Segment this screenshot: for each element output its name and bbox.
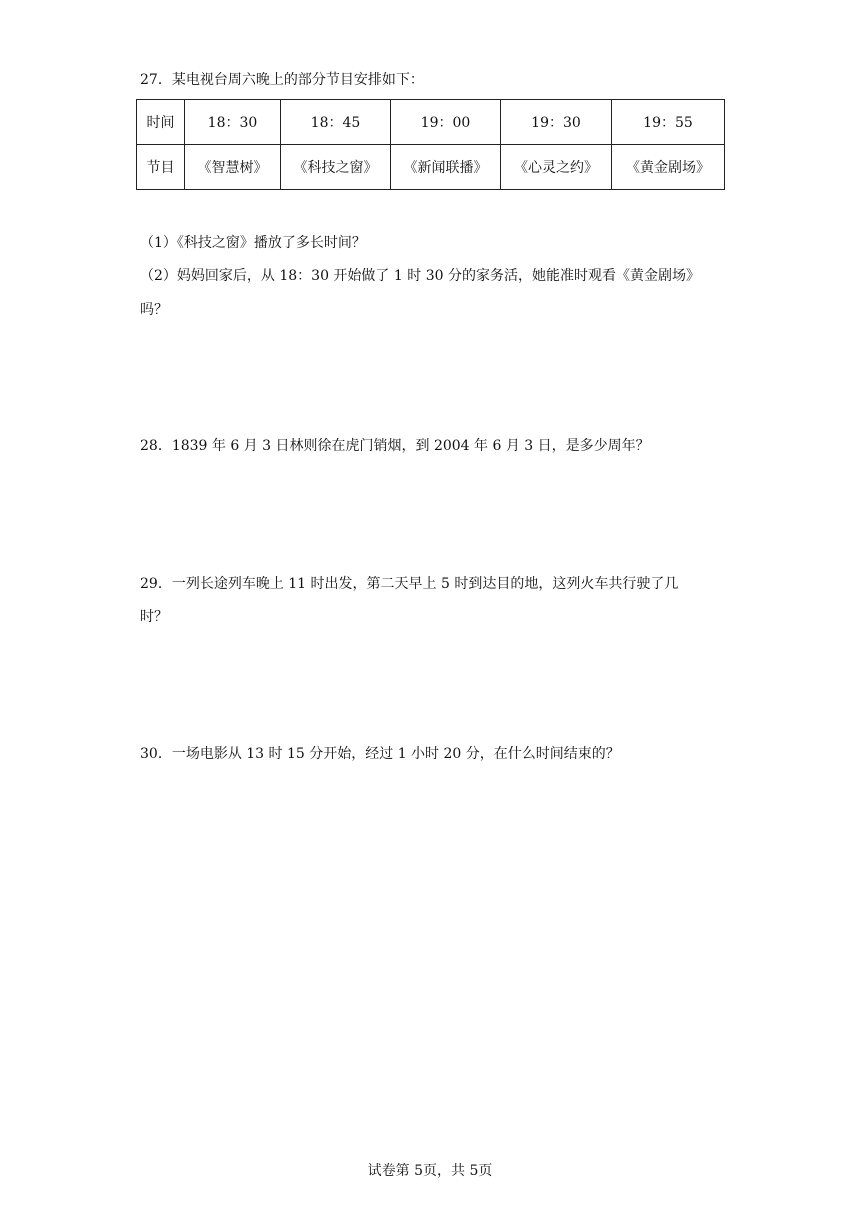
question-29-stem-line-1: 29．一列长途列车晚上 11 时出发，第二天早上 5 时到达目的地，这列火车共行驶了几 <box>140 576 679 592</box>
table-row-program <box>137 145 725 190</box>
program-schedule-table <box>136 99 725 190</box>
time-cell: 18：45 <box>281 100 391 145</box>
question-27-sub-1: （1）《科技之窗》播放了多长时间？ <box>140 235 366 251</box>
question-30-stem: 30．一场电影从 13 时 15 分开始，经过 1 小时 20 分，在什么时间结束的？ <box>140 746 620 762</box>
time-cell: 18：30 <box>185 100 281 145</box>
time-cell: 19：00 <box>391 100 501 145</box>
page-footer: 试卷第 5页，共 5页 <box>367 1163 493 1179</box>
question-28-stem: 28．1839 年 6 月 3 日林则徐在虎门销烟，到 2004 年 6 月 3 日，是多少周年？ <box>140 438 650 454</box>
table-row-time <box>137 100 725 145</box>
time-cell: 19：55 <box>612 100 725 145</box>
row-label-program: 节目 <box>137 145 185 190</box>
time-cell: 19：30 <box>501 100 612 145</box>
program-cell: 《黄金剧场》 <box>612 145 725 190</box>
question-27-sub-2-line-2: 吗？ <box>140 302 168 318</box>
question-27-stem: 27．某电视台周六晚上的部分节目安排如下： <box>140 72 424 88</box>
question-27-sub-2-line-1: （2）妈妈回家后，从 18：30 开始做了 1 时 30 分的家务活，她能准时观看《黄金剧场》 <box>140 268 700 284</box>
row-label-time: 时间 <box>137 100 185 145</box>
question-29-stem-line-2: 时？ <box>140 609 168 625</box>
program-cell: 《科技之窗》 <box>281 145 391 190</box>
program-cell: 《智慧树》 <box>185 145 281 190</box>
program-cell: 《新闻联播》 <box>391 145 501 190</box>
program-cell: 《心灵之约》 <box>501 145 612 190</box>
